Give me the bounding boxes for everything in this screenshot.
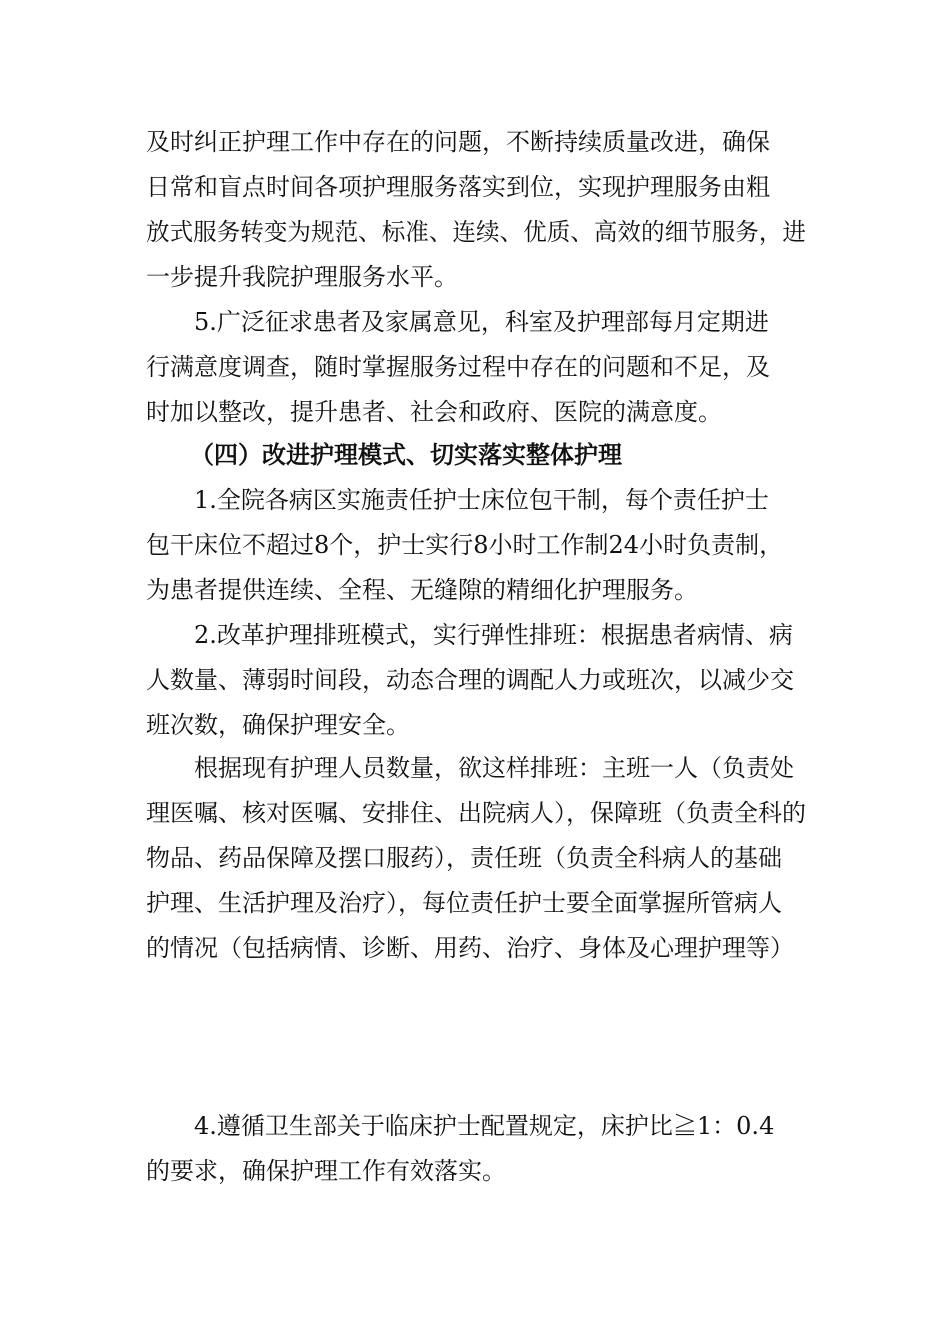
paragraph-start-line: 2.改革护理排班模式，实行弹性排班：根据患者病情、病	[194, 621, 793, 649]
text-line: 时加以整改，提升患者、社会和政府、医院的满意度。	[146, 398, 722, 426]
paragraph-start-line: 根据现有护理人员数量，欲这样排班：主班一人（负责处	[194, 754, 794, 782]
text-line: 一步提升我院护理服务水平。	[146, 263, 458, 291]
text-line: 放式服务转变为规范、标准、连续、优质、高效的细节服务，进	[146, 218, 806, 246]
text-line: 人数量、薄弱时间段，动态合理的调配人力或班次，以减少交	[146, 666, 794, 694]
text-line: 的要求，确保护理工作有效落实。	[146, 1157, 506, 1185]
text-line: 日常和盲点时间各项护理服务落实到位，实现护理服务由粗	[146, 173, 770, 201]
text-line: 物品、药品保障及摆口服药），责任班（负责全科病人的基础	[146, 844, 782, 872]
text-line: 及时纠正护理工作中存在的问题，不断持续质量改进，确保	[146, 128, 770, 156]
text-line: 护理、生活护理及治疗），每位责任护士要全面掌握所管病人	[146, 889, 782, 917]
paragraph-start-line: 4.遵循卫生部关于临床护士配置规定，床护比≧1：0.4	[194, 1112, 775, 1140]
section-heading: （四）改进护理模式、切实落实整体护理	[190, 440, 622, 469]
text-line: 为患者提供连续、全程、无缝隙的精细化护理服务。	[146, 576, 698, 604]
paragraph-start-line: 1.全院各病区实施责任护士床位包干制，每个责任护士	[194, 486, 769, 514]
paragraph-start-line: 5.广泛征求患者及家属意见，科室及护理部每月定期进	[194, 308, 769, 336]
text-line: 的情况（包括病情、诊断、用药、治疗、身体及心理护理等）	[146, 934, 794, 962]
text-line: 包干床位不超过8个，护士实行8小时工作制24小时负责制，	[146, 531, 784, 559]
text-line: 行满意度调查，随时掌握服务过程中存在的问题和不足，及	[146, 353, 770, 381]
text-line: 班次数，确保护理安全。	[146, 711, 410, 739]
text-line: 理医嘱、核对医嘱、安排住、出院病人），保障班（负责全科的	[146, 799, 806, 827]
